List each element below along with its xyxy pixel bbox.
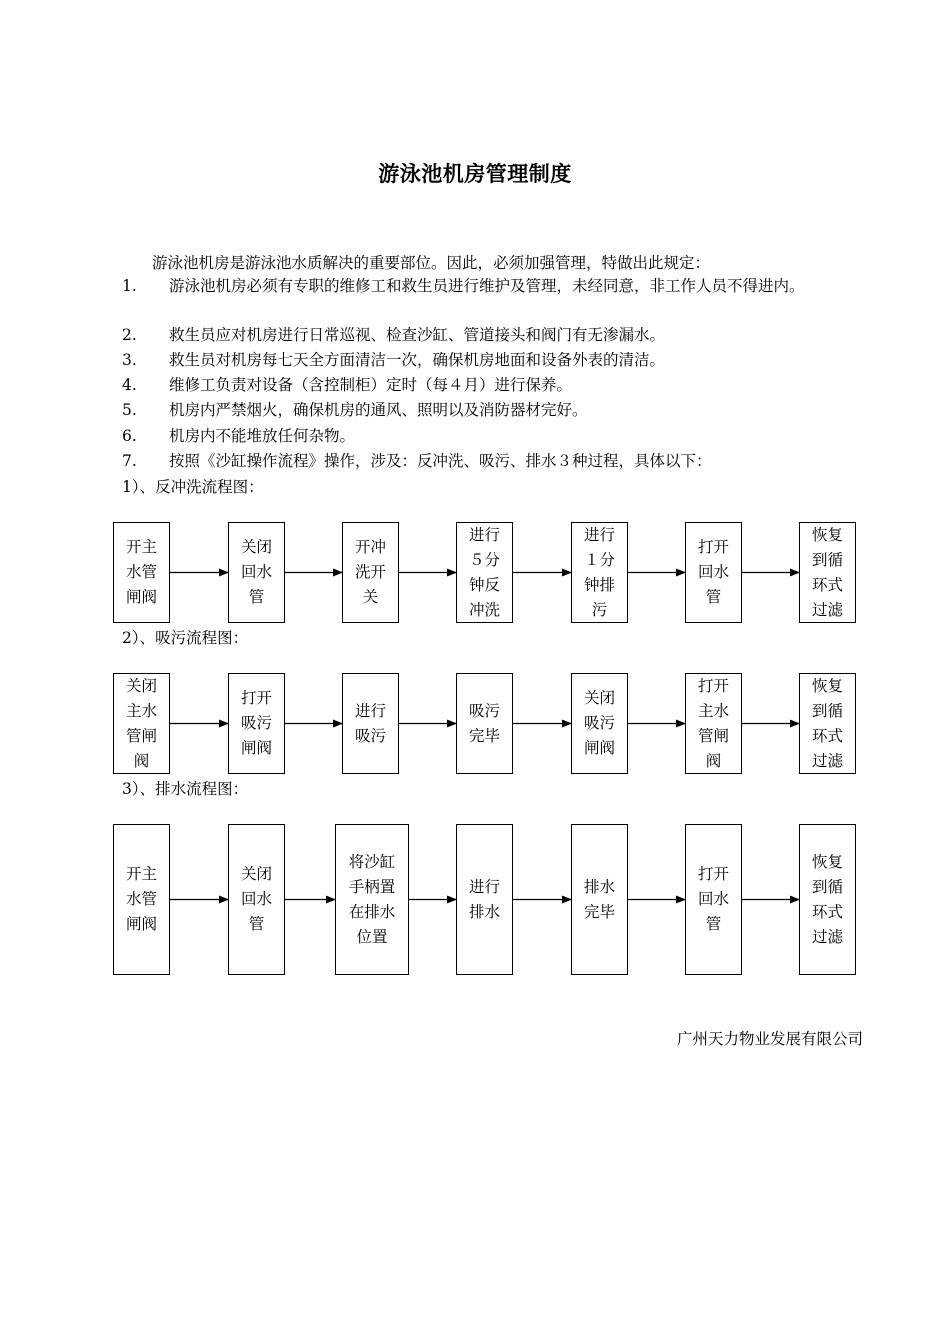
flow-step-box: 进行排水 [456,824,513,975]
rule-text: 救生员应对机房进行日常巡视、检查沙缸、管道接头和阀门有无渗漏水。 [169,326,666,344]
rule-number: 6. [122,427,137,445]
rule-number: 3. [122,351,137,369]
flow-heading-backwash: 1）、反冲洗流程图： [122,478,264,496]
flow-step-box: 恢复到循环式过滤 [799,522,856,623]
flow-step-box: 关闭吸污闸阀 [571,673,628,774]
flow-step-box: 进行吸污 [342,673,399,774]
flow-step-box: 将沙缸手柄置在排水位置 [335,824,409,975]
rule-number: 7. [122,452,137,470]
rule-number: 1. [122,277,137,295]
rule-text: 救生员对机房每七天全方面清洁一次，确保机房地面和设备外表的清洁。 [169,351,666,369]
rule-text: 维修工负责对设备（含控制柜）定时（每４月）进行保养。 [169,376,573,394]
rule-number: 2. [122,326,137,344]
rule-number: 4. [122,376,137,394]
flow-step-box: 打开吸污闸阀 [228,673,285,774]
company-signature: 广州天力物业发展有限公司 [676,1030,863,1048]
flow-step-box: 开主水管闸阀 [113,824,170,975]
page-title: 游泳池机房管理制度 [378,162,572,186]
flow-step-box: 吸污完毕 [456,673,513,774]
flow-step-box: 开主水管闸阀 [113,522,170,623]
rule-text: 游泳池机房必须有专职的维修工和救生员进行维护及管理，未经同意，非工作人员不得进内。 [169,277,805,295]
flow-step-box: 恢复到循环式过滤 [799,824,856,975]
intro-paragraph: 游泳池机房是游泳池水质解决的重要部位。因此，必须加强管理，特做出此规定： [152,254,711,272]
flow-heading-suction: 2）、吸污流程图： [122,629,249,647]
flow-step-box: 恢复到循环式过滤 [799,673,856,774]
flow-step-box: 关闭回水管 [228,522,285,623]
flow-step-box: 打开主水管闸阀 [685,673,742,774]
flow-step-box: 开冲洗开关 [342,522,399,623]
rule-number: 5. [122,401,137,419]
flow-step-box: 打开回水管 [685,824,742,975]
flow-step-box: 打开回水管 [685,522,742,623]
flow-step-box: 排水完毕 [571,824,628,975]
rule-text: 机房内严禁烟火，确保机房的通风、照明以及消防器材完好。 [169,401,588,419]
flow-step-box: 进行５分钟反冲洗 [456,522,513,623]
rule-text: 按照《沙缸操作流程》操作，涉及：反冲洗、吸污、排水３种过程，具体以下： [169,452,712,470]
flow-step-box: 进行１分钟排污 [571,522,628,623]
flow-step-box: 关闭回水管 [228,824,285,975]
flow-heading-drain: 3）、排水流程图： [122,780,249,798]
flow-step-box: 关闭主水管闸阀 [113,673,170,774]
rule-text: 机房内不能堆放任何杂物。 [169,427,356,445]
